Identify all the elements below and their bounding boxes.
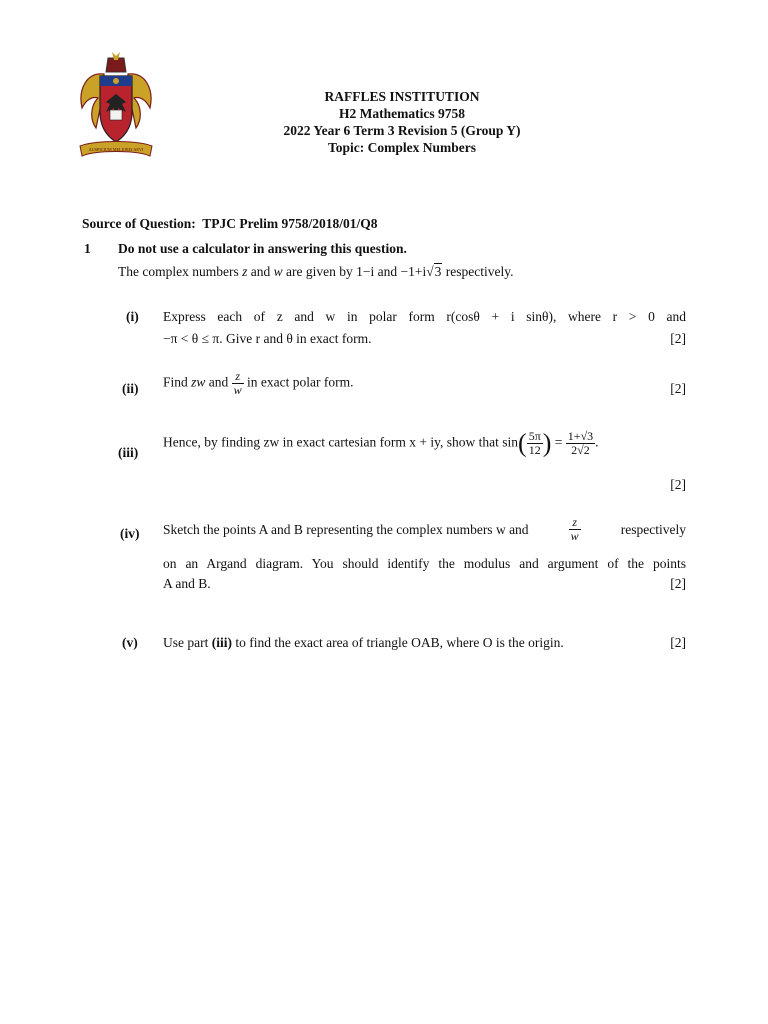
z-over-w-fraction: $\frac{z}{w}$ xyxy=(570,515,579,543)
part-iii-text: Hence, by finding zw in exact cartesian form x + iy, show that sin( $\frac{5\pi}{12}$ ) = $\frac{1+√3}{2√2}$ . xyxy=(163,428,599,458)
school-crest-logo xyxy=(76,50,156,162)
part-v-text: Use part (iii) to find the exact area of triangle OAB, where O is the origin. xyxy=(163,635,564,650)
part-i-label: (i) xyxy=(126,309,139,324)
institution-name: RAFFLES INSTITUTION xyxy=(324,89,480,104)
crest-motto: AUSPICIUM MELIORIS AEVI xyxy=(88,147,144,152)
part-iv-line1: Sketch the points A and B representing the complex numbers w and $\frac{z}{w}$ respectively xyxy=(163,515,686,543)
part-v-label: (v) xyxy=(122,635,138,650)
part-iv-marks: [2] xyxy=(670,576,686,591)
part-iii-label: (iii) xyxy=(118,445,139,460)
z-over-w-fraction: $\frac{z}{w}$ xyxy=(233,369,242,397)
topic-line: Topic: Complex Numbers xyxy=(327,140,476,155)
angle-fraction: $\frac{5\pi}{12}$ xyxy=(528,429,541,457)
part-iv-line2: on an Argand diagram. You should identify the modulus and argument of the points xyxy=(163,556,686,571)
z-value: 1−i xyxy=(356,264,375,279)
part-i-marks: [2] xyxy=(670,331,686,346)
part-ii-marks: [2] xyxy=(670,381,686,396)
document-header xyxy=(232,88,572,156)
part-iii-marks: [2] xyxy=(670,477,686,492)
part-i-line2: −π < θ ≤ π. Give r and θ in exact form. xyxy=(163,331,372,346)
part-v-marks: [2] xyxy=(670,635,686,650)
part-iv-label: (iv) xyxy=(120,526,140,541)
revision-line: 2022 Year 6 Term 3 Revision 5 (Group Y) xyxy=(283,123,521,138)
part-iv-line3: A and B. xyxy=(163,576,211,591)
crest-helmet xyxy=(106,52,126,72)
question-number: 1 xyxy=(84,241,91,256)
part-ii-text: Find zw and $\frac{z}{w}$ in exact polar form. xyxy=(163,369,354,397)
result-fraction: $\frac{1+√3}{2√2}$ xyxy=(567,429,594,457)
question-instruction: Do not use a calculator in answering this question. xyxy=(118,241,407,256)
part-ii-label: (ii) xyxy=(122,381,139,396)
part-i-line1: Express each of z and w in polar form r(cosθ + i sinθ), where r > 0 and xyxy=(163,309,686,324)
source-value: TPJC Prelim 9758/2018/01/Q8 xyxy=(202,216,378,231)
w-value: −1+i√3 xyxy=(400,264,442,279)
source-line xyxy=(82,215,378,232)
source-label: Source of Question: xyxy=(82,216,196,231)
subject-line: H2 Mathematics 9758 xyxy=(339,106,465,121)
question-intro: The complex numbers z and w are given by 1−i and −1+i√3 respectively. xyxy=(118,264,514,279)
